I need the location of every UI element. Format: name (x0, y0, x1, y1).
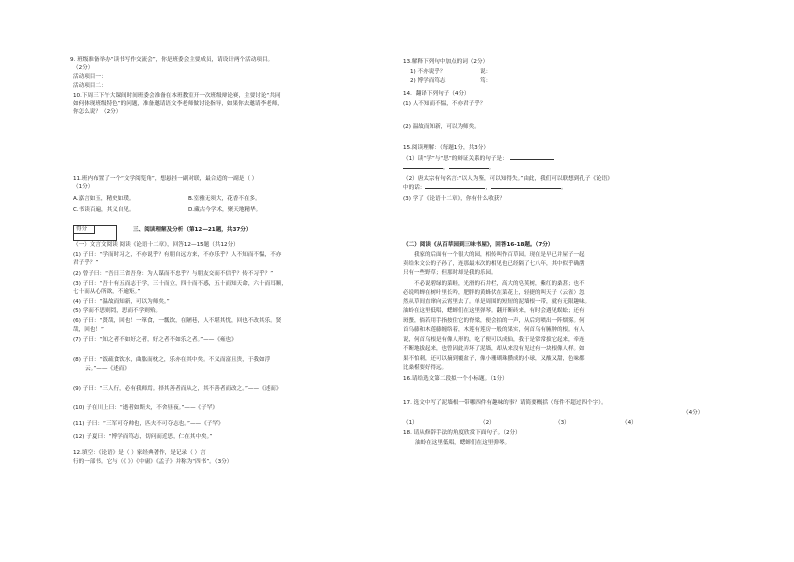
section-1-heading: （一）文言文阅读 阅读《论语十二章》，回答12—15题（共12分） (73, 242, 239, 248)
reading-p2-l9: 果不怕刺，还可以摘到覆盆子，像小珊瑚珠攒成的小球，又酸又甜，色味都 (403, 356, 585, 362)
option-d: D.藏古今学术，聚天地精华。 (188, 207, 262, 213)
reading-p2-l8: 不断地拔起来，也曾因此弄坏了泥墙，却从来没有见过有一块根像人样。如 (403, 346, 585, 352)
passage-11: (11) 子曰：“三军可夺帅也，匹夫不可夺志也。”——《子罕》 (73, 421, 224, 427)
passage-12: (12) 子夏曰：“博学而笃志，切问而近思，仁在其中矣。” (73, 434, 213, 440)
reading-p2-l6: 首乌藤和木莲藤缠络着，木莲有莲房一般的果实，何首乌有臃肿的根。有人 (403, 327, 585, 333)
q17-answer-1: （1） (403, 420, 418, 426)
reading-p1-l1: 我家的后面有一个很大的园，相传叫作百草园。现在是早已并屋子一起 (414, 252, 585, 258)
section-2-title: （二）阅读《从百草园到三味书屋》，回答16-18题。（7分） (403, 242, 554, 248)
passage-1: (1) 子曰：“学而时习之，不亦说乎？有朋自远方来，不亦乐乎？人不知而不愠，不亦 (73, 252, 282, 258)
reading-p2-l3: 然从草间直窜向云霄里去了。单是周围的短短的泥墙根一带，就有无限趣味。 (403, 299, 591, 305)
reading-p1-l2: 卖给朱文公的子孙了，连那最末次的相见也已经隔了七八年，其中似乎确凿 (403, 261, 585, 267)
passage-8-cont: 云。”——《述而》 (85, 366, 130, 372)
reading-p1-l3: 只有一些野草；但那时却是我的乐园。 (403, 270, 497, 276)
passage-3-cont: 七十而从心所欲，不逾矩。” (73, 289, 141, 295)
passage-6-cont: 哉，回也！” (73, 327, 104, 333)
q15-item-2-cont: 中的话： ， 。 (403, 185, 567, 191)
question-16: 16.请给选文第二段拟一个小标题。（1分） (403, 376, 508, 382)
reading-p2-l4: 油蛉在这里低唱，蟋蟀们在这里弹琴。翻开断砖来，有时会遇见蜈蚣；还有 (403, 308, 585, 314)
q17-answer-2: （2） (480, 420, 495, 426)
reading-p2-l7: 说，何首乌根是有像人形的，吃了便可以成仙，我于是常常拔它起来，牵连 (403, 337, 585, 343)
option-c: C.书读百遍，其义自见。 (73, 207, 135, 213)
q17-answer-4: （4） (622, 420, 637, 426)
passage-2: (2) 曾子曰：“吾日三省吾身：为人谋而不忠乎？与朋友交而不信乎？传不习乎？” (73, 271, 274, 277)
question-10-line-3: 你怎么说？（2分） (73, 109, 122, 115)
passage-3: (3) 子曰：“吾十有五而志于学，三十而立，四十而不惑，五十而知天命，六十而耳顺， (73, 281, 287, 287)
q13-item-1: 1) 不亦说乎？ (410, 69, 446, 75)
q17-answer-3: （3） (555, 420, 570, 426)
question-15: 15.阅读理解：（每题1分，共3分） (403, 145, 489, 151)
q15-blank-line: ， 。 (403, 165, 494, 172)
question-14: 14．翻译下列句子（4分） (403, 91, 470, 97)
question-9-score: （2分） (73, 65, 94, 71)
option-a: A.嘉言如玉，精史如璞。 (73, 196, 135, 202)
question-11: 11.班内布置了一个“文学阅览角”，想悬挂一副对联，最合适的一副是（ ） (73, 176, 258, 182)
q13-item-2-answer: 笃： (480, 78, 492, 84)
question-18: 18. 请从修辞手法的角度欣赏下面句子。（2分） (403, 430, 521, 436)
passage-5: (5) 学而不思则罔，思而不学则殆。 (73, 308, 162, 314)
activity-1-label: 活动项目一： (73, 74, 107, 80)
q14-item-1: (1) 人不知而不愠，不亦君子乎？ (403, 101, 486, 107)
passage-9: (9) 子曰：“三人行，必有我师焉。择其善者而从之，其不善者而改之。”——《述而》 (73, 386, 282, 392)
q15-item-3: (3) 学了《论语十二章》，你有什么收获？ (403, 196, 505, 202)
question-18-sentence: 油蛉在这里低唱，蟋蟀们在这里弹琴。 (415, 440, 511, 446)
passage-7: (7) 子曰：“知之者不如好之者，好之者不如乐之者。”——《雍也》 (73, 337, 237, 343)
q15-item-2: （2）唐太宗有句名言:“以人为鉴，可以知得失。”由此，我们可以联想到孔子《论语》 (403, 176, 613, 182)
score-box-label: 得分 (76, 226, 88, 232)
passage-6: (6) 子曰：“贤哉，回也！一箪食，一瓢饮，在陋巷，人不堪其忧，回也不改其乐。贤 (73, 318, 282, 324)
question-17-score: （4分） (683, 410, 704, 416)
reading-p2-l5: 斑蝥，倘若用手指按住它的脊梁，便会拍的一声，从后窍喷出一阵烟雾。何 (403, 318, 585, 324)
question-17: 17. 选文中写了泥墙根一带哪四件有趣味的事？请简要概括（每件不超过四个字）。 (403, 400, 607, 406)
section-3-title: 三、阅读理解及分析（第12—21题，共37分） (133, 227, 252, 233)
q13-item-1-answer: 说： (480, 69, 492, 75)
question-9: 9. 班级准备举办“读书写作交流会”，你是班委会主要成员，请设计两个活动项目。 (70, 57, 274, 63)
q14-item-2: (2) 温故而知新，可以为师矣。 (403, 124, 480, 130)
reading-p2-l2: 必说鸣蝉在树叶里长吟，肥胖的黄蜂伏在菜花上，轻捷的叫天子（云雀）忽 (403, 290, 585, 296)
question-10-line-1: 10.下周三下午大课间时间班委会准备在本班教室开一次班级辩论赛，主要讨论“共同 (73, 93, 281, 99)
passage-4: (4) 子曰：“温故而知新，可以为师矣。” (73, 299, 170, 305)
score-box (73, 225, 117, 241)
question-12-line-1: 12.填空：《论语》是（ ）家经典著作，是记录（ ）言 (73, 450, 206, 456)
activity-2-label: 活动项目二： (73, 83, 107, 89)
q13-item-2: 2) 博学而笃志 (410, 78, 446, 84)
question-12-line-2: 行的一部书。它与（《 》）《中庸》《孟子》并称为“四书”。（3分） (73, 459, 233, 465)
reading-p2-l10: 比桑椹要好得远。 (403, 365, 448, 371)
reading-p2-l1: 不必说碧绿的菜畦，光滑的石井栏，高大的皂荚树，紫红的桑葚；也不 (414, 281, 585, 287)
passage-8: (8) 子曰：“饭疏食饮水，曲肱而枕之，乐亦在其中矣。不义而富且贵，于我如浮 (73, 357, 271, 363)
passage-1-cont: 君子乎？” (73, 260, 99, 266)
question-13: 13.解释下列句中加点的词（2分） (403, 59, 489, 65)
question-11-score: （1分） (73, 184, 94, 190)
q15-item-1: （1）读“学”与“思”的辩证关系的句子是： (403, 156, 554, 163)
option-b: B.室雅无须大，花香不在多。 (188, 196, 261, 202)
question-10-line-2: 如何体现班级特色”的问题，准备邀请语文李老师做讨论指导，如果你去邀请李老师， (73, 101, 283, 107)
passage-10: (10) 子在川上曰：“逝者如斯夫，不舍昼夜。”——《子罕》 (73, 405, 218, 411)
